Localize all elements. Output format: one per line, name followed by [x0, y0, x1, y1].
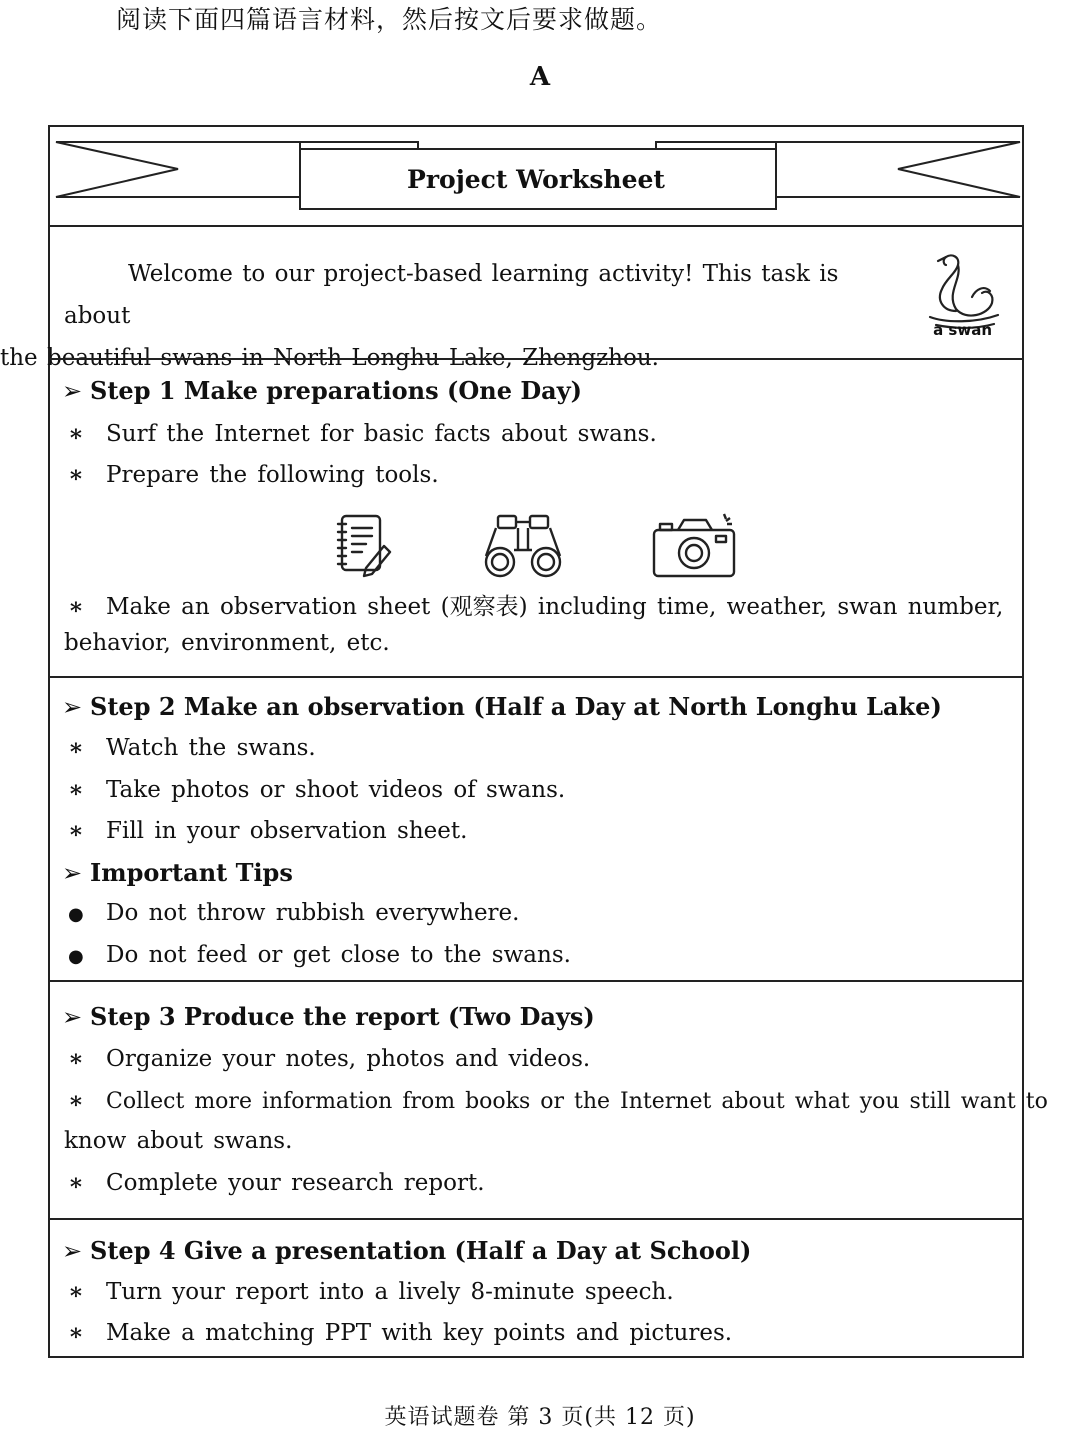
notebook-pencil-icon	[330, 510, 400, 580]
step-1-heading-text: Step 1 Make preparations (One Day)	[90, 376, 582, 405]
list-item-text: Watch the swans.	[106, 735, 316, 761]
star-marker-icon: ∗	[68, 593, 84, 620]
step-4-section	[50, 1218, 1022, 1358]
list-item-text: Take photos or shoot videos of swans.	[106, 777, 566, 803]
arrow-marker-icon: ➢	[62, 859, 83, 887]
arrow-marker-icon: ➢	[62, 1237, 83, 1265]
star-marker-icon: ∗	[68, 776, 84, 803]
list-item	[68, 776, 565, 803]
step-4-heading-text: Step 4 Give a presentation (Half a Day at School)	[90, 1236, 752, 1265]
binoculars-icon	[478, 510, 568, 580]
welcome-line-1: Welcome to our project-based learning activity! This task is about	[64, 261, 839, 329]
title-banner	[50, 127, 1022, 227]
list-item-text: Complete your research report.	[106, 1170, 485, 1196]
tip-item-text: Do not throw rubbish everywhere.	[106, 900, 520, 926]
star-marker-icon: ∗	[68, 1087, 84, 1114]
list-item	[68, 461, 439, 488]
list-item-text: Prepare the following tools.	[106, 462, 439, 488]
star-marker-icon: ∗	[68, 1169, 84, 1196]
step-3-heading	[62, 1002, 595, 1031]
step-1-heading	[62, 376, 582, 405]
star-marker-icon: ∗	[68, 734, 84, 761]
step-2-section	[50, 676, 1022, 980]
welcome-section	[0, 225, 1022, 371]
star-marker-icon: ∗	[68, 1278, 84, 1305]
star-marker-icon: ∗	[68, 1319, 84, 1346]
swan-caption: a swan	[933, 321, 992, 339]
list-item-continuation: know about swans.	[64, 1128, 293, 1154]
star-marker-icon: ∗	[68, 817, 84, 844]
list-item-text: Fill in your observation sheet.	[106, 818, 468, 844]
list-item	[68, 817, 467, 844]
step-3-section	[50, 980, 1048, 1218]
star-marker-icon: ∗	[68, 461, 84, 488]
list-item	[68, 588, 1003, 621]
worksheet-title: Project Worksheet	[407, 165, 665, 194]
passage-label: A	[529, 62, 551, 92]
list-item	[68, 1278, 674, 1305]
bullet-marker-icon: ●	[68, 904, 84, 925]
arrow-marker-icon: ➢	[62, 377, 83, 405]
list-item-text: Make a matching PPT with key points and pictures.	[106, 1320, 733, 1346]
tool-icons	[330, 510, 750, 590]
step-2-heading	[62, 692, 942, 721]
list-item	[68, 1087, 1048, 1114]
bullet-marker-icon: ●	[68, 946, 84, 967]
tips-heading-text: Important Tips	[90, 858, 293, 887]
list-item-continuation: behavior, environment, etc.	[64, 630, 390, 656]
list-item-text: Collect more information from books or the Internet about what you still want to	[106, 1089, 1048, 1114]
list-item-text: Make an observation sheet (观察表) including time, weather, swan number,	[106, 594, 1004, 620]
list-item-text: Surf the Internet for basic facts about swans.	[106, 421, 657, 447]
list-item	[68, 1045, 590, 1072]
arrow-marker-icon: ➢	[62, 1003, 83, 1031]
tips-heading	[62, 858, 293, 887]
list-item	[68, 734, 316, 761]
step-4-heading	[62, 1236, 751, 1265]
step-3-heading-text: Step 3 Produce the report (Two Days)	[90, 1002, 595, 1031]
page-footer: 英语试题卷 第 3 页(共 12 页)	[384, 1405, 696, 1430]
list-item	[68, 420, 657, 447]
tip-item	[68, 900, 519, 926]
reading-instruction: 阅读下面四篇语言材料，然后按文后要求做题。	[116, 5, 663, 34]
camera-icon	[650, 510, 740, 580]
tip-item-text: Do not feed or get close to the swans.	[106, 942, 571, 968]
star-marker-icon: ∗	[68, 1045, 84, 1072]
welcome-line-2: the beautiful swans in North Longhu Lake, Zhengzhou.	[0, 345, 659, 371]
step-1-section	[50, 358, 1022, 676]
star-marker-icon: ∗	[68, 420, 84, 447]
step-2-heading-text: Step 2 Make an observation (Half a Day at North Longhu Lake)	[90, 692, 942, 721]
project-worksheet	[0, 125, 1048, 1358]
list-item-text: Organize your notes, photos and videos.	[106, 1046, 591, 1072]
list-item-text: Turn your report into a lively 8-minute speech.	[106, 1279, 674, 1305]
list-item	[68, 1319, 732, 1346]
arrow-marker-icon: ➢	[62, 693, 83, 721]
list-item	[68, 1169, 485, 1196]
tip-item	[68, 942, 571, 968]
